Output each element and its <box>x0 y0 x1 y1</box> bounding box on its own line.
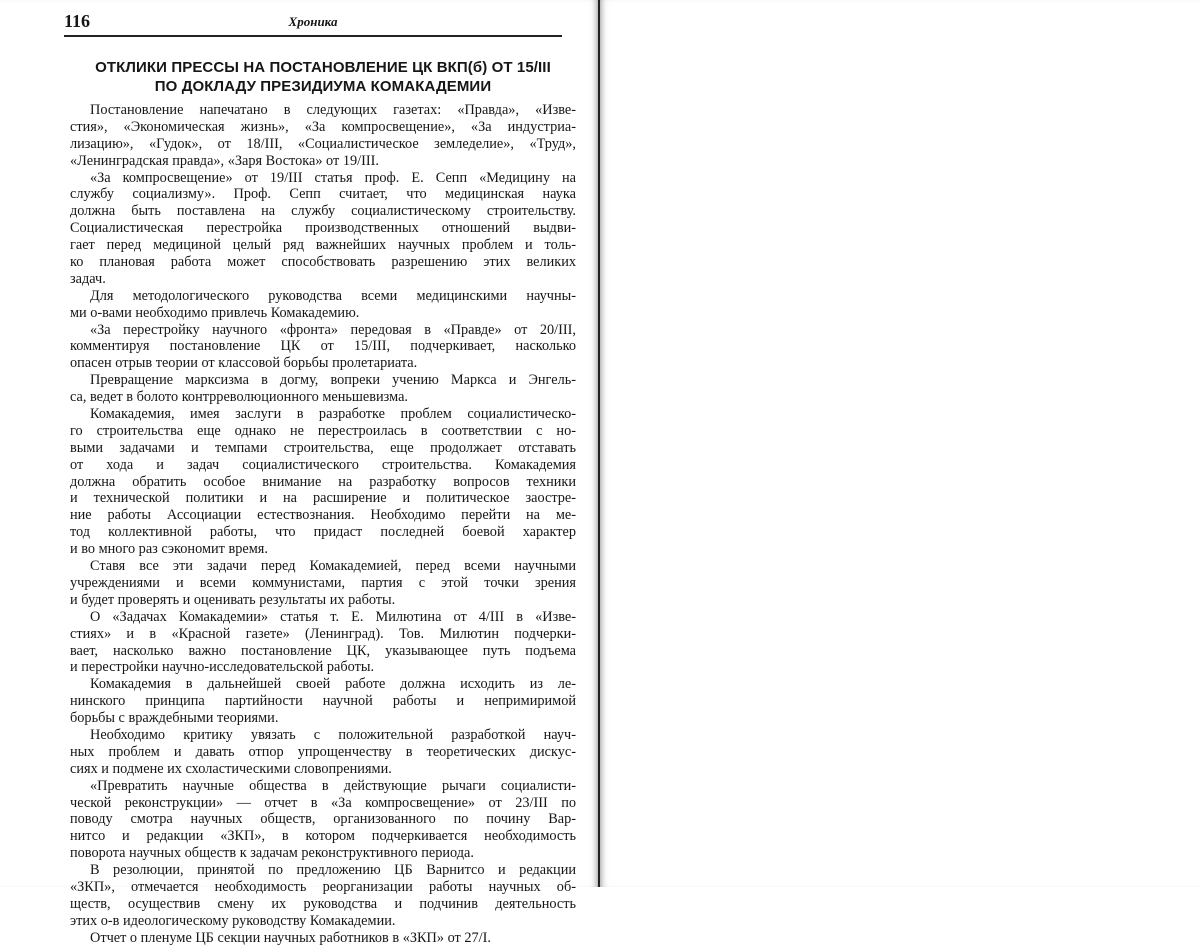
text-line: учреждениями и всеми коммунистами, партия с этой точки зрения <box>70 574 576 591</box>
text-line: ми о-вами необходимо привлечь Комакадемию. <box>70 304 360 321</box>
text-line: и будет проверять и оценивать результаты их работы. <box>70 591 396 608</box>
text-line: службу социализму». Проф. Сепп считает, что медицинская наука <box>70 186 576 203</box>
text-line: «За перестройку научного «фронта» передовая в «Правде» от 20/III, <box>90 321 576 338</box>
text-line: ние работы Ассоциации естествознания. Необходимо перейти на ме- <box>70 507 576 524</box>
running-header-left <box>64 11 562 37</box>
text-line: гает перед медициной целый ряд важнейших научных проблем и толь- <box>70 237 576 254</box>
text-line: Отчет о пленуме ЦБ секции научных работников в «ЗКП» от 27/I. <box>90 929 491 946</box>
article-body-left <box>70 102 576 947</box>
text-line: задач. <box>70 270 106 287</box>
text-line: борьбы с враждебными теориями. <box>70 710 279 727</box>
right-page <box>600 0 1200 887</box>
text-line: нитсо и редакции «ЗКП», в котором подчеркивается необходимость <box>70 828 576 845</box>
page-number-left: 116 <box>64 11 91 31</box>
text-line: Комакадемия, имея заслуги в разработке проблем социалистическо- <box>90 406 576 423</box>
title-line: ОТКЛИКИ ПРЕССЫ НА ПОСТАНОВЛЕНИЕ ЦК ВКП(б) ОТ 15/III <box>95 59 551 76</box>
text-line: опасен отрыв теории от классовой борьбы пролетариата. <box>70 355 418 372</box>
text-line: выми задачами и темпами строительства, еще продолжает отставать <box>70 439 576 456</box>
text-line: «За компросвещение» от 19/III статья проф. Е. Сепп «Медицину на <box>90 169 576 186</box>
text-line: стиях» и в «Красной газете» (Ленинград). Тов. Милютин подчерки- <box>70 625 576 642</box>
text-line: должна быть поставлена на службу социалистическому строительству. <box>70 203 576 220</box>
text-line: поворота научных обществ к задачам реконструктивного периода. <box>70 845 474 862</box>
text-line: должна обратить особое внимание на разработку вопросов техники <box>70 473 576 490</box>
text-line: сиях и подмене их схоластическими словопрениями. <box>70 760 392 777</box>
text-line: от хода и задач социалистического строительства. Комакадемия <box>70 456 576 473</box>
text-line: ных проблем и давать отпор упрощенчеству в теоретических дискус- <box>70 743 576 760</box>
text-line: и во много раз сэкономит время. <box>70 541 268 558</box>
text-line: вает, насколько важно постановление ЦК, указывающее путь подъема <box>70 642 576 659</box>
text-line: поводу смотра научных обществ, организованного по почину Вар- <box>70 811 576 828</box>
text-line: ществ, осуществив смену их руководства и подчинив деятельность <box>70 895 576 912</box>
text-line: Социалистическая перестройка производственных отношений выдви- <box>70 220 576 237</box>
text-line: этих о-в идеологическому руководству Комакадемии. <box>70 912 396 929</box>
text-line: и перестройки научно-исследовательской работы. <box>70 659 375 676</box>
title-line: ПО ДОКЛАДУ ПРЕЗИДИУМА КОМАКАДЕМИИ <box>154 78 492 95</box>
text-line: го строительства еще однако не перестроилась в соответствии с но- <box>70 422 576 439</box>
text-line: Комакадемия в дальнейшей своей работе должна исходить из ле- <box>90 676 576 693</box>
text-line: Ставя все эти задачи перед Комакадемией, перед всеми научными <box>90 558 576 575</box>
text-line: лизацию», «Гудок», от 18/III, «Социалистическое земледелие», «Труд», <box>70 135 576 152</box>
text-line: Необходимо критику увязать с положительной разработкой науч- <box>90 726 576 743</box>
text-line: стия», «Экономическая жизнь», «За компросвещение», «За индустриа- <box>70 118 576 135</box>
text-line: и технической политики и на расширение и политическое заостре- <box>70 490 576 507</box>
text-line: «Ленинградская правда», «Заря Востока» от 19/III. <box>70 152 379 169</box>
text-line: О «Задачах Комакадемии» статья т. Е. Милютина от 4/III в «Изве- <box>90 608 576 625</box>
text-line: ческой реконструкции» — отчет в «За компросвещение» от 23/III по <box>70 794 576 811</box>
text-line: тод коллективной работы, что придаст последней боевой характер <box>70 524 576 541</box>
text-line: Для методологического руководства всеми медицинскими научны- <box>90 287 576 304</box>
text-line: Постановление напечатано в следующих газетах: «Правда», «Изве- <box>90 102 576 118</box>
text-line: «ЗКП», отмечается необходимость реорганизации работы научных об- <box>70 878 576 895</box>
section-title-left: Хроника <box>288 14 338 29</box>
text-line: Превращение марксизма в догму, вопреки учению Маркса и Энгель- <box>90 372 576 389</box>
text-line: са, ведет в болото контрреволюционного меньшевизма. <box>70 389 408 406</box>
text-line: «Превратить научные общества в действующие рычаги социалисти- <box>90 777 576 794</box>
text-line: комментируя постановление ЦК от 15/III, подчеркивает, насколько <box>70 338 576 355</box>
text-line: В резолюции, принятой по предложению ЦБ Варнитсо и редакции <box>90 862 576 879</box>
left-page <box>0 0 600 946</box>
article-title <box>70 58 576 96</box>
text-line: ко плановая работа может способствовать разрешению этих великих <box>70 254 576 271</box>
text-line: нинского принципа партийности научной работы и непримиримой <box>70 693 576 710</box>
